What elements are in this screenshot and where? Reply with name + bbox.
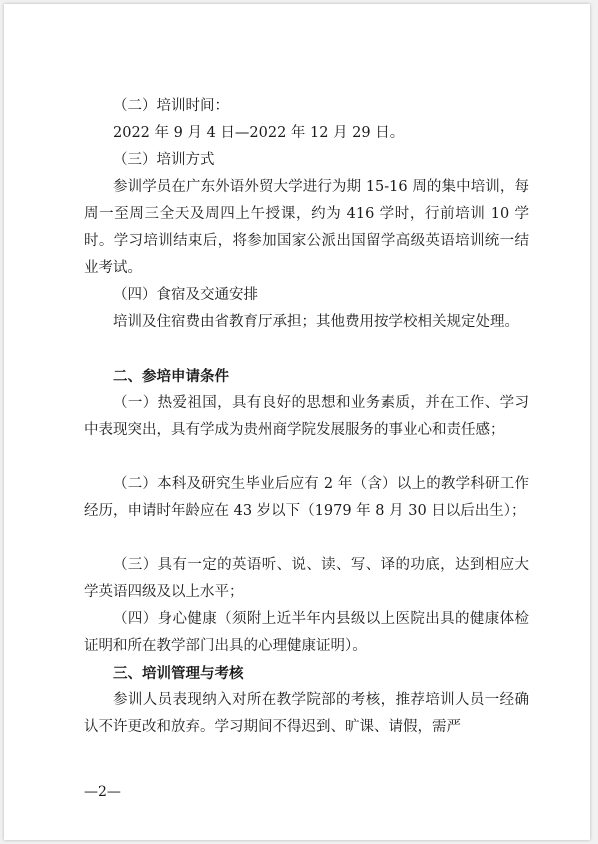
subheading-training-time: （二）培训时间： <box>113 98 229 114</box>
subheading-accommodation: （四）食宿及交通安排 <box>113 287 258 303</box>
heading-training-management: 三、培训管理与考核 <box>113 665 244 682</box>
subheading-training-method: （三）培训方式 <box>113 152 215 168</box>
document-page <box>4 4 590 840</box>
paragraph-accommodation: 培训及住宿费由省教育厅承担；其他费用按学校相关规定处理。 <box>113 314 519 330</box>
paragraph-training-dates: 2022 年 9 月 4 日—2022 年 12 月 29 日。 <box>113 125 405 141</box>
paragraph-training-method: 参训学员在广东外语外贸大学进行为期 15-16 周的集中培训，每周一至周三全天及周四上午授课，约为 416 学时，行前培训 10 学时。学习培训结束后，将参加国家公派出国留学高级英语培训统一结业考试。 <box>84 179 529 276</box>
paragraph-condition-1: （一）热爱祖国，具有良好的思想和业务素质，并在工作、学习中表现突出，具有学成为贵州商学院发展服务的事业心和责任感； <box>84 395 529 438</box>
paragraph-condition-3: （三）具有一定的英语听、说、读、写、译的功底，达到相应大学英语四级及以上水平； <box>84 557 529 600</box>
page-number: —2— <box>84 784 121 800</box>
paragraph-condition-2: （二）本科及研究生毕业后应有 2 年（含）以上的教学科研工作经历，申请时年龄应在 43 岁以下（1979 年 8 月 30 日以后出生）； <box>84 476 529 519</box>
paragraph-management: 参训人员表现纳入对所在教学院部的考核，推荐培训人员一经确认不许更改和放弃。学习期间不得迟到、旷课、请假，需严 <box>84 692 529 735</box>
heading-application-conditions: 二、参培申请条件 <box>113 368 229 385</box>
paragraph-condition-4: （四）身心健康（须附上近半年内县级以上医院出具的健康体检证明和所在教学部门出具的心理健康证明）。 <box>84 611 529 654</box>
